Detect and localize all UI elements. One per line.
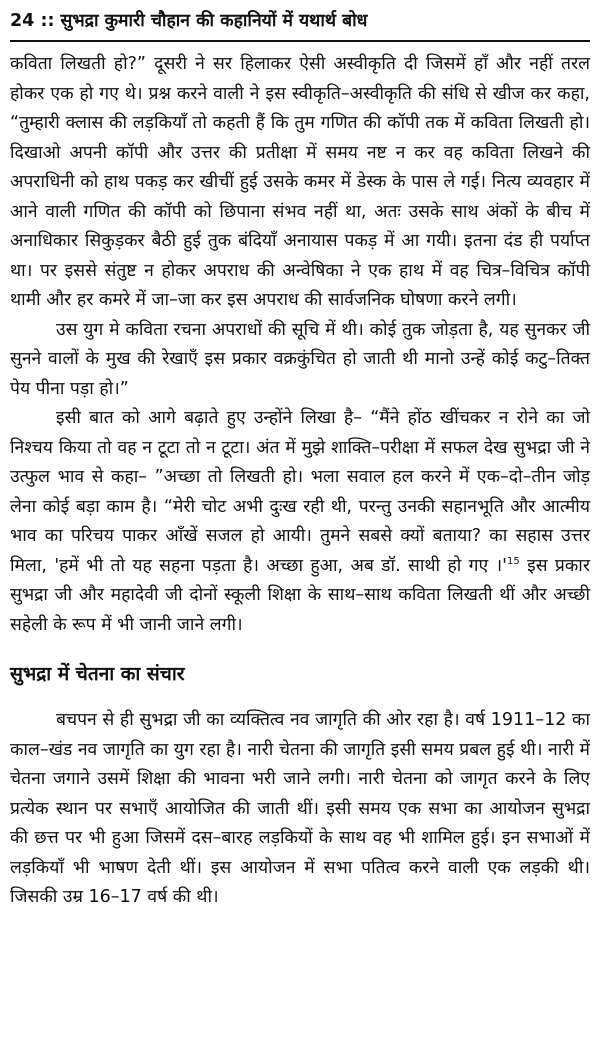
section-paragraph: बचपन से ही सुभद्रा जी का व्यक्तित्व नव जागृति की ओर रहा है। वर्ष 1911–12 का काल–खंड नव जागृति का युग रहा है। नारी चेतना की जागृति इसी समय प्रबल हुई थी। नारी में चेतना जगाने उसमें शिक्षा की भावना भरी जाने लगी। नारी चेतना को जागृत करने के लिए प्रत्येक स्थान पर सभाएँ आयोजित की जाती थीं। इसी समय एक सभा का आयोजन सुभद्रा की छत्त पर भी हुआ जिसमें दस–बारह लड़कियों के साथ वह भी शामिल हुई। इन सभाओं में लड़कियाँ भी भाषण देती थीं। इस आयोजन में सभा पतित्व करने वाली एक लड़की थी। जिसकी उम्र 16–17 वर्ष की थी। <box>10 710 590 907</box>
section-heading: सुभद्रा में चेतना का संचार <box>10 663 185 685</box>
paragraph-3 <box>10 404 590 640</box>
book-title: सुभद्रा कुमारी चौहान की कहानियों में यथार्थ बोध <box>60 11 368 31</box>
footnote-reference: 15 <box>507 555 520 567</box>
running-head <box>10 8 590 42</box>
paragraph-3-text: इसी बात को आगे बढ़ाते हुए उन्होंने लिखा है– “मैंने होंठ खींचकर न रोने का जो निश्चय किया तो वह न टूटा तो न टूटा। अंत में मुझे शाक्ति–परीक्षा में सफल देख सुभद्रा जी ने उत्फुल भाव से कहा– ”अच्छा तो लिखती हो। भला सवाल हल करने में एक–दो–तीन जोड़ लेना कोई बड़ा काम है। “मेरी चोट अभी दुःख रही थी, परन्तु उनकी सहानभूति और आत्मीय भाव का परिचय पाकर आँखें सजल हो आयी। तुमने सबसे क्यों बताया? का सहास उत्तर मिला, 'हमें भी तो यह सहना पड़ता है। अच्छा हुआ, अब डॉ. साथी हो गए ।' <box>10 408 590 576</box>
paragraph-3-continuation: इस प्रकार सुभद्रा जी और महादेवी जी दोनों स्कूली शिक्षा के साथ–साथ कविता लिखती थीं और अच्छी सहेली के रूप में भी जानी जाने लगी। <box>10 555 590 635</box>
paragraph-2: उस युग मे कविता रचना अपराधों की सूचि में थी। कोई तुक जोड़ता है, यह सुनकर जी सुनने वालों के मुख की रेखाएँ इस प्रकार वक्रकुंचित हो जाती थी मानो उन्हें कोई कटु–तिक्त पेय पीना पड़ा हो।” <box>10 319 590 399</box>
page-number: 24 <box>10 11 35 31</box>
paragraph-1: कविता लिखती हो?” दूसरी ने सर हिलाकर ऐसी अस्वीकृति दी जिसमें हाँ और नहीं तरल होकर एक हो गए थे। प्रश्न करने वाली ने इस स्वीकृति–अस्वीकृति की संधि से खीज कर कहा, “तुम्हारी क्लास की लड़कियाँ तो कहती हैं कि तुम गणित की कॉपी तक में कविता लिखती हो। दिखाओ अपनी कॉपी और उत्तर की प्रतीक्षा में समय नष्ट न कर वह कविता लिखने की अपराधिनी को हाथ पकड़ कर खीचीं हुई उसके कमर में डेस्क के पास ले गई। नित्य व्यवहार में आने वाली गणित की कॉपी को छिपाना संभव नहीं था, अतः उसके साथ अंकों के बीच में अनाधिकार सिकुड़कर बैठी हुई तुक बंदियाँ अनायास पकड़ में आ गयी। इतना दंड ही पर्याप्त था। पर इससे संतुष्ट न होकर अपराध की अन्वेषिका ने एक हाथ में वह चित्र–विचित्र कॉपी थामी और हर कमरे में जा–जा कर इस अपराध की सार्वजनिक घोषणा करने लगी। <box>10 54 590 310</box>
header-separator: :: <box>40 11 55 31</box>
